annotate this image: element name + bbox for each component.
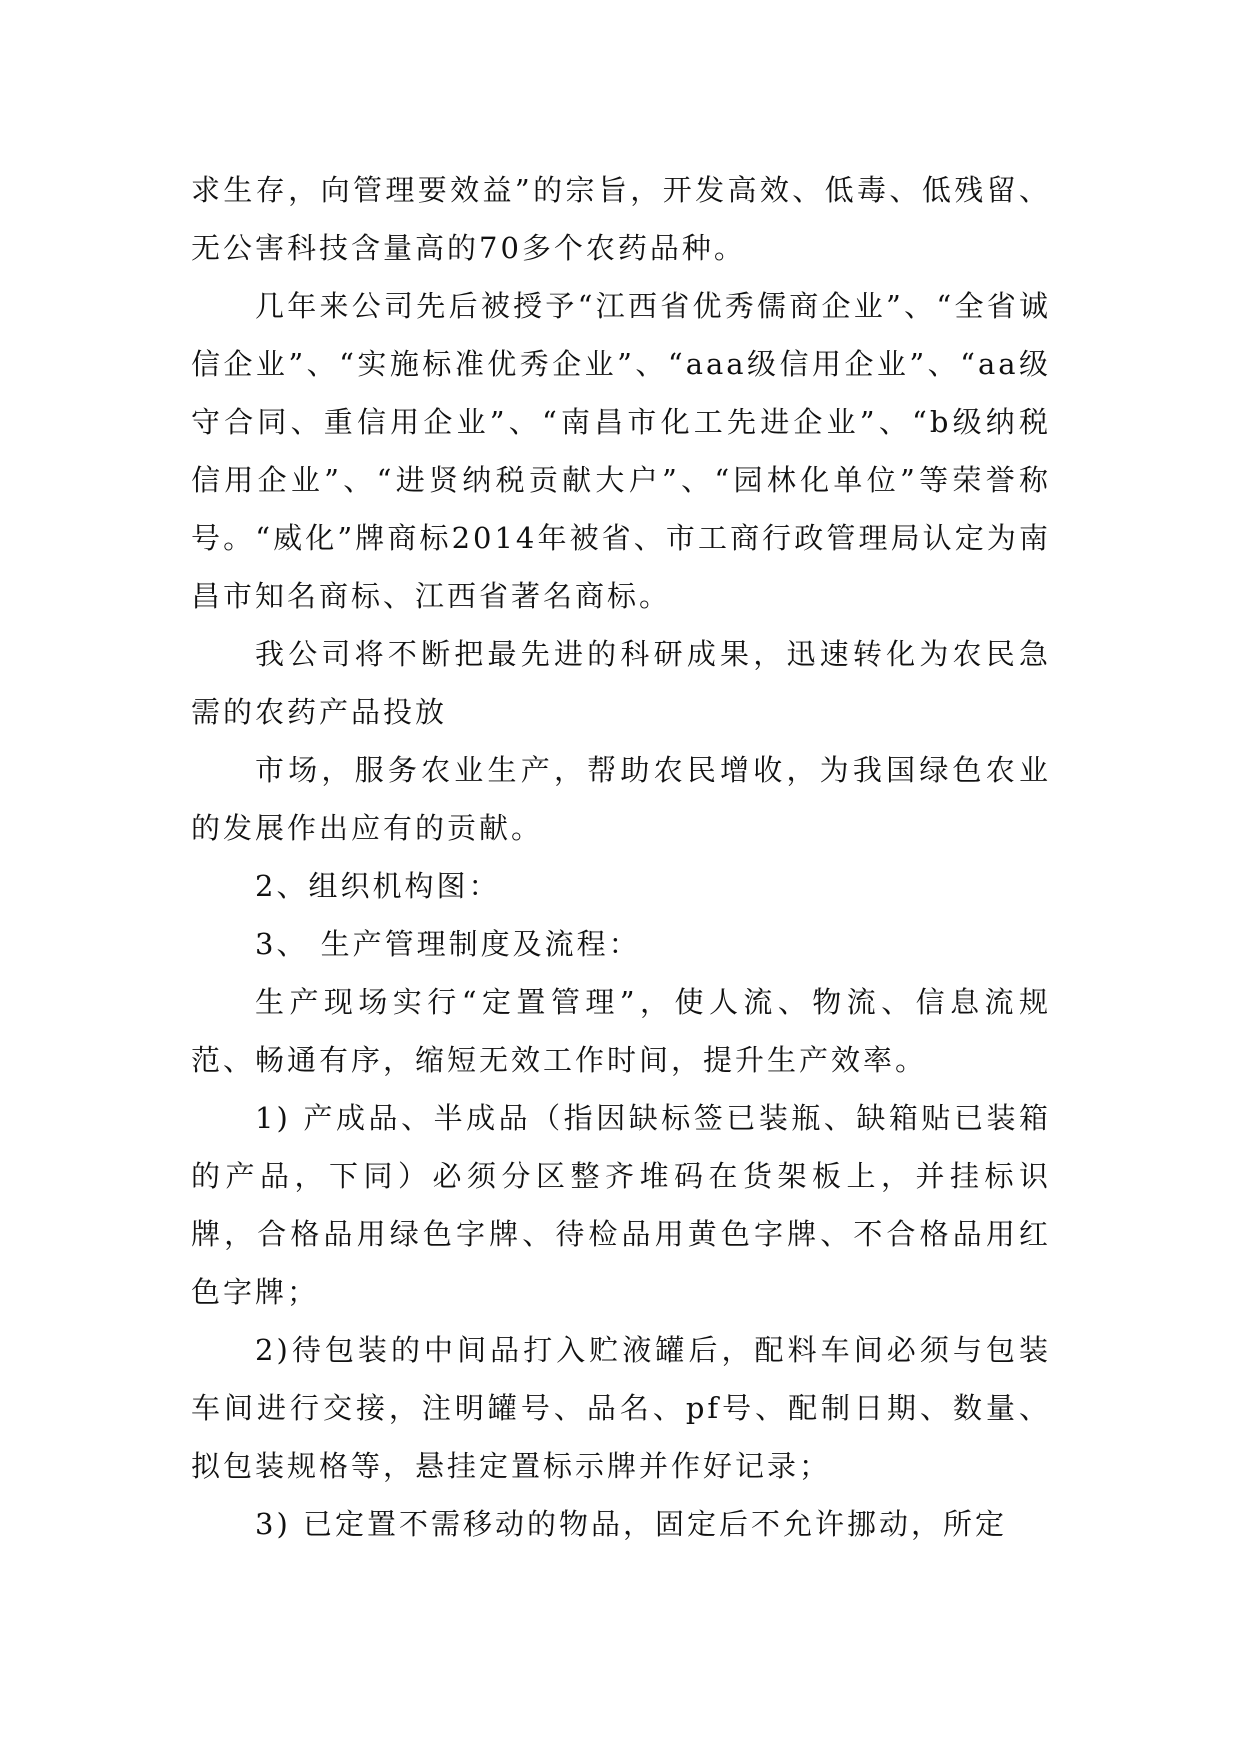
paragraph-4: 市场，服务农业生产，帮助农民增收，为我国绿色农业的发展作出应有的贡献。 xyxy=(191,753,1051,845)
document-body xyxy=(191,161,1051,1553)
paragraph-10: 3) 已定置不需移动的物品，固定后不允许挪动，所定 xyxy=(255,1507,1007,1541)
paragraph-7: 生产现场实行“定置管理”，使人流、物流、信息流规范、畅通有序，缩短无效工作时间，提升生产效率。 xyxy=(191,985,1051,1077)
paragraph-9: 2)待包装的中间品打入贮液罐后，配料车间必须与包装车间进行交接，注明罐号、品名、pf号、配制日期、数量、拟包装规格等，悬挂定置标示牌并作好记录； xyxy=(191,1333,1051,1483)
paragraph-3: 我公司将不断把最先进的科研成果，迅速转化为农民急需的农药产品投放 xyxy=(191,637,1051,729)
paragraph-6: 3、 生产管理制度及流程： xyxy=(255,927,641,961)
paragraph-2: 几年来公司先后被授予“江西省优秀儒商企业”、“全省诚信企业”、“实施标准优秀企业”、“aaa级信用企业”、“aa级守合同、重信用企业”、“南昌市化工先进企业”、“b级纳税信用企业”、“进贤纳税贡献大户”、“园林化单位”等荣誉称号。“威化”牌商标2014年被省、市工商行政管理局认定为南昌市知名商标、江西省著名商标。 xyxy=(191,289,1051,613)
paragraph-8: 1) 产成品、半成品（指因缺标签已装瓶、缺箱贴已装箱的产品，下同）必须分区整齐堆码在货架板上，并挂标识牌，合格品用绿色字牌、待检品用黄色字牌、不合格品用红色字牌； xyxy=(191,1101,1051,1309)
paragraph-5: 2、组织机构图： xyxy=(255,869,501,903)
paragraph-1: 求生存，向管理要效益”的宗旨，开发高效、低毒、低残留、无公害科技含量高的70多个农药品种。 xyxy=(191,173,1051,265)
